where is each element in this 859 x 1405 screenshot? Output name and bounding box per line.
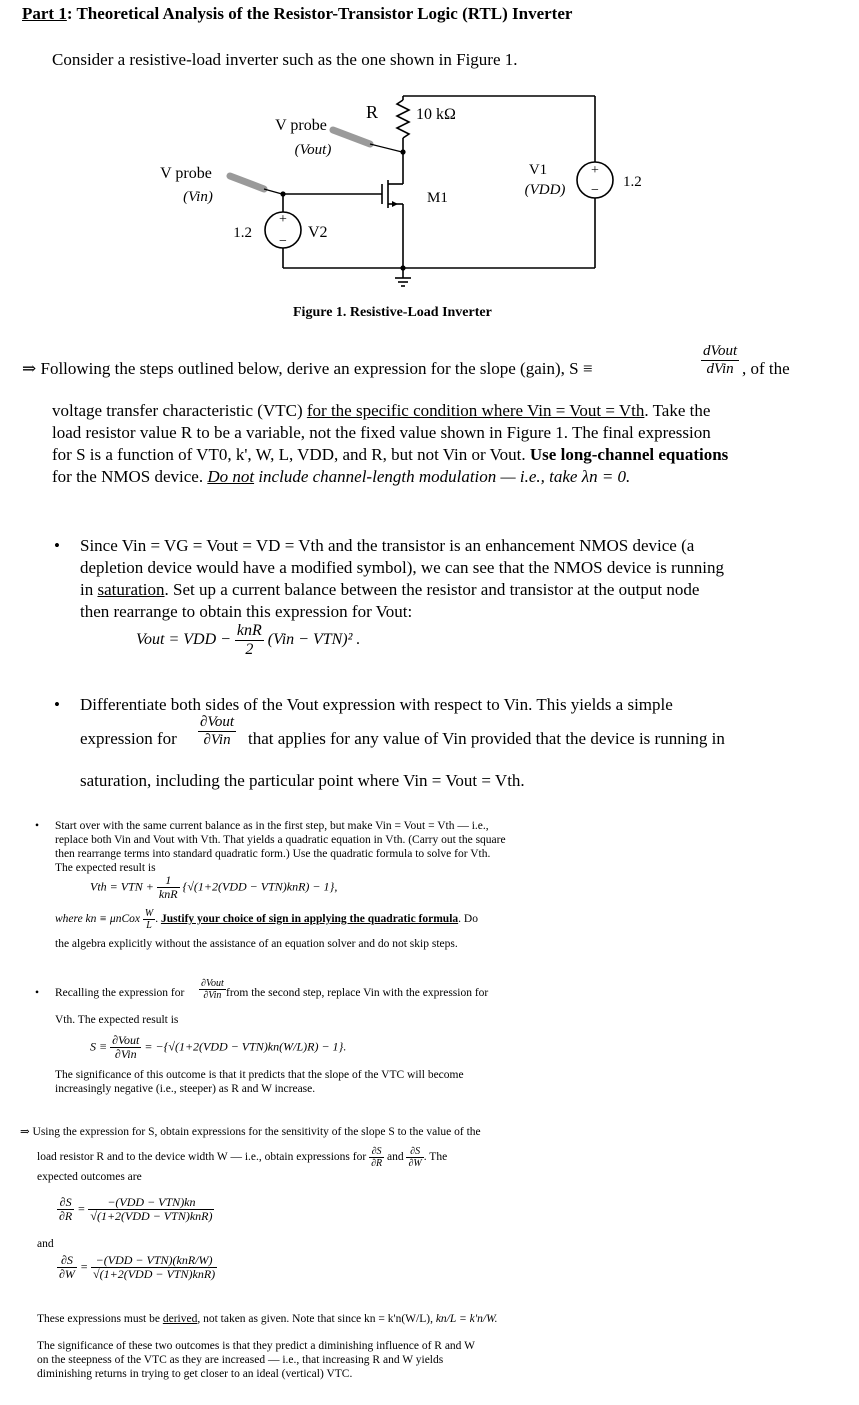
task1-l2b: . Take the: [644, 401, 711, 420]
b1-l3u: saturation: [97, 580, 165, 599]
b1-eq-left: Vout = VDD −: [136, 630, 231, 648]
b2-frac-den: ∂Vin: [203, 731, 231, 748]
b4-eq-mid: = −{√(1+2(VDD − VTN)kn(W/L)R) − 1}.: [144, 1039, 347, 1054]
t2-and2: and: [37, 1238, 54, 1250]
b1-eq-den: 2: [245, 640, 254, 658]
b4-line1b: from the second step, replace Vin with the expression for: [226, 987, 489, 999]
task1-tail: , of the: [742, 359, 790, 378]
v1-sub: (VDD): [524, 182, 566, 198]
task1-lead: Following the steps outlined below, derive an expression for the slope (gain), S ≡: [40, 359, 593, 378]
svg-text:+: +: [279, 212, 287, 227]
t2-and: and: [387, 1151, 404, 1164]
t2-eq2-num: −(VDD − VTN)(knR/W): [91, 1254, 217, 1268]
b3-line3: then rearrange terms into standard quadratic form.) Use the quadratic formula to solve for Vth.: [55, 848, 491, 860]
task1-line5: [52, 466, 630, 488]
t2-eq1-num: −(VDD − VTN)kn: [88, 1196, 214, 1210]
b3-line2: replace both Vin and Vout with Vth. That yields a quadratic equation in Vth. (Carry out the square: [55, 834, 506, 846]
b3-line1: Start over with the same current balance as in the first step, but make Vin = Vout = Vth — i.e.,: [55, 820, 489, 832]
task1-line4: [52, 444, 728, 466]
b3-line6: the algebra explicitly without the assistance of an equation solver and do not skip steps.: [55, 938, 458, 950]
intro-text: Consider a resistive-load inverter such as the one shown in Figure 1.: [52, 50, 518, 69]
b3-where-u: Justify your choice of sign in applying the quadratic formula: [160, 913, 459, 926]
vout-probe: [333, 130, 370, 144]
task1-l5u: Do not: [207, 467, 255, 486]
svg-text:−: −: [279, 234, 287, 249]
b3-line4: The expected result is: [55, 862, 156, 874]
b2-frac-num: ∂Vout: [200, 714, 235, 730]
b3-where-den: L: [146, 920, 152, 931]
t2-note4: diminishing returns in trying to get closer to an ideal (vertical) VTC.: [37, 1368, 353, 1380]
b3-where-a: where kn ≡ μnCox: [55, 913, 140, 926]
b2-frac: [198, 714, 236, 748]
task1-l2a: voltage transfer characteristic (VTC): [52, 401, 307, 420]
b1-line1: Since Vin = VG = Vout = VD = Vth and the transistor is an enhancement NMOS device (a: [80, 536, 695, 555]
title-prefix: Part 1: [22, 4, 67, 23]
t2-eq2-den: √(1+2(VDD − VTN)knR): [93, 1267, 216, 1282]
b1-l3b: . Set up a current balance between the resistor and transistor at the output node: [164, 580, 700, 599]
b3-where-num: W: [144, 908, 154, 919]
b2-line2b: that applies for any value of Vin provided that the device is running in: [248, 729, 725, 748]
t2-line3: expected outcomes are: [37, 1171, 142, 1183]
vprobe-in-sub: (Vin): [183, 189, 213, 205]
t2-line2: [37, 1146, 447, 1169]
b4-eq-den: ∂Vin: [114, 1047, 137, 1062]
b4-frac-num: ∂Vout: [201, 978, 224, 989]
t2-note3: on the steepness of the VTC as they are increased — i.e., that increasing R and W yields: [37, 1354, 444, 1366]
b3-eq-right: {√(1+2(VDD − VTN)knR) − 1},: [182, 879, 338, 894]
task1-slope-frac: [701, 343, 739, 377]
resistor-label: R: [365, 102, 378, 122]
b3-where-c: . Do: [458, 913, 478, 926]
t2-f2n: ∂S: [406, 1146, 423, 1158]
task1-l2u: for the specific condition where Vin = Vout = Vth: [306, 401, 645, 420]
t2-f2d: ∂W: [408, 1158, 422, 1169]
b3-where: [55, 908, 478, 931]
b1-line3: [80, 579, 699, 601]
task1-line3: load resistor value R to be a variable, not the fixed value shown in Figure 1. The final expression: [52, 423, 711, 442]
resistor-r: [397, 100, 409, 138]
b4-frac: [199, 978, 226, 1001]
b3-where-b: .: [155, 913, 161, 926]
arrow-icon: ⇒: [22, 359, 37, 378]
arrow-icon-2: ⇒: [20, 1126, 30, 1138]
b2-line1: Differentiate both sides of the Vout expression with respect to Vin. This yields a simple: [80, 695, 673, 714]
b4-line4: increasingly negative (i.e., steeper) as R and W increase.: [55, 1083, 316, 1095]
v2-label: V2: [308, 224, 328, 241]
t2-n1b: , not taken as given. Note that since kn = k'n(W/L),: [197, 1313, 433, 1325]
vin-probe: [230, 176, 264, 189]
svg-text:+: +: [591, 163, 599, 178]
b1-equation: [136, 622, 360, 658]
t2-eq2: $\frac{\partial S}{\partial W}$ = $\frac{\text{−(VDD − VTN)(knR/W)}}{\text{√(1+2(VDD − VTN)knR)}}$: [59, 1253, 216, 1282]
t2-n1c: kn/L = k'n/W.: [435, 1313, 498, 1325]
resistor-value: 10 kΩ: [416, 106, 456, 123]
page-title: [22, 4, 572, 24]
vprobe-out-sub: (Vout): [294, 142, 332, 158]
m1-label: M1: [427, 190, 448, 206]
bullet-4: •: [34, 987, 40, 999]
b1-l3a: in: [80, 580, 98, 599]
v2-value: 1.2: [233, 225, 252, 241]
task1-l4b: Use long-channel equations: [525, 445, 729, 464]
bullet-3: •: [34, 820, 40, 832]
b3-equation: [90, 874, 337, 901]
t2-f1d: ∂R: [371, 1158, 383, 1169]
b4-line1a: Recalling the expression for: [55, 987, 185, 999]
b2-line3: saturation, including the particular point where Vin = Vout = Vth.: [80, 771, 525, 790]
b4-line2: Vth. The expected result is: [55, 1014, 179, 1026]
b1-line4: then rearrange to obtain this expression for Vout:: [80, 602, 413, 621]
b3-eq-num: 1: [157, 874, 180, 888]
task1-l4: for S is a function of VT0, k', W, L, VDD, and R, but not Vin or Vout.: [52, 445, 526, 464]
b1-line2: depletion device would have a modified symbol), we can see that the NMOS device is running: [80, 558, 724, 577]
figure-caption: Figure 1. Resistive-Load Inverter: [293, 305, 492, 320]
b4-eq-left: S ≡: [90, 1039, 108, 1054]
b4-frac-den: ∂Vin: [203, 990, 222, 1001]
b1-eq-num: knR: [236, 622, 262, 639]
b3-eq-den: knR: [158, 887, 178, 902]
bullet-1: •: [54, 536, 60, 555]
t2-l1: Using the expression for S, obtain expressions for the sensitivity of the slope S to the value of the: [32, 1126, 481, 1138]
frac-num: dVout: [703, 343, 738, 359]
t2-f1n: ∂S: [369, 1146, 384, 1158]
t2-n1u: derived: [162, 1313, 198, 1325]
frac-den: dVin: [706, 360, 734, 377]
v1-label: V1: [528, 162, 548, 178]
vprobe-in-label: V probe: [160, 165, 212, 182]
task1-line1: [22, 358, 592, 380]
bullet-2: •: [54, 695, 60, 714]
title-rest: : Theoretical Analysis of the Resistor-Transistor Logic (RTL) Inverter: [66, 4, 573, 23]
b4-equation: [90, 1034, 346, 1061]
t2-n1a: These expressions must be: [37, 1313, 163, 1325]
circuit-diagram: [140, 92, 660, 327]
t2-l2a: load resistor R and to the device width W — i.e., obtain expressions for: [37, 1151, 367, 1164]
t2-eq1: $\frac{\partial S}{\partial R}$ = $\frac{\text{−(VDD − VTN)kn}}{\text{√(1+2(VDD − VTN)knR)}}$: [59, 1195, 213, 1224]
t2-note1: [37, 1312, 497, 1327]
b3-eq-left: Vth = VTN +: [90, 879, 154, 894]
task1-l5a: for the NMOS device.: [52, 467, 208, 486]
t2-l2b: . The: [423, 1151, 448, 1164]
vprobe-out-label: V probe: [275, 117, 327, 134]
t2-line1: [20, 1125, 481, 1140]
b4-line3: The significance of this outcome is that it predicts that the slope of the VTC will become: [55, 1069, 464, 1081]
task1-l5b: include channel-length modulation — i.e., take λn = 0.: [254, 467, 631, 486]
task1-line2: [52, 400, 710, 422]
t2-note2: The significance of these two outcomes is that they predict a diminishing influence of R and W: [37, 1340, 475, 1352]
b1-eq-right: (Vin − VTN)² .: [267, 630, 361, 648]
b4-eq-num: ∂Vout: [112, 1033, 140, 1047]
svg-text:−: −: [591, 183, 599, 198]
t2-eq1-den: √(1+2(VDD − VTN)knR): [90, 1209, 213, 1224]
v1-value: 1.2: [623, 174, 642, 190]
b2-line2a: expression for: [80, 729, 177, 748]
